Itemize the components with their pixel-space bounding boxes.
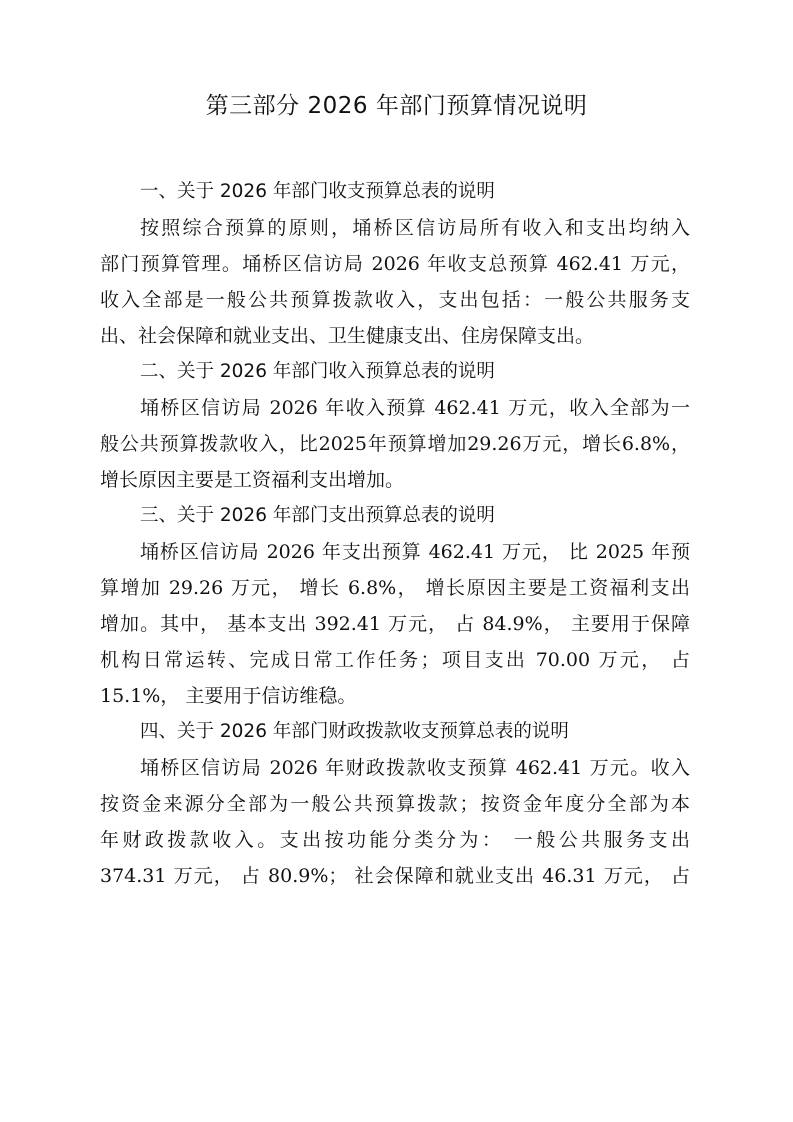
- section-paragraph-1: [100, 210, 690, 354]
- paragraph-line: 增加。其中， 基本支出 392.41 万元， 占 84.9%， 主要用于保障: [100, 613, 690, 635]
- paragraph-line: 增长原因主要是工资福利支出增加。: [100, 469, 405, 491]
- paragraph-line: 机构日常运转、完成日常工作任务；项目支出 70.00 万元， 占: [100, 649, 690, 671]
- paragraph-line: 15.1%， 主要用于信访维稳。: [100, 685, 357, 707]
- document-body: [100, 174, 690, 894]
- paragraph-line: 算增加 29.26 万元， 增长 6.8%， 增长原因主要是工资福利支出: [100, 577, 690, 599]
- page-title: 第三部分 2026 年部门预算情况说明: [205, 93, 588, 119]
- paragraph-line: 埇桥区信访局 2026 年收入预算 462.41 万元，收入全部为一: [140, 397, 690, 419]
- paragraph-line: 部门预算管理。埇桥区信访局 2026 年收支总预算 462.41 万元，: [100, 253, 690, 275]
- paragraph-line: 374.31 万元， 占 80.9%； 社会保障和就业支出 46.31 万元， 占: [100, 865, 690, 887]
- section-heading-3: 三、关于 2026 年部门支出预算总表的说明: [140, 505, 495, 526]
- paragraph-line: 出、社会保障和就业支出、卫生健康支出、住房保障支出。: [100, 325, 595, 347]
- section-paragraph-4: [100, 750, 690, 894]
- section-heading-1: 一、关于 2026 年部门收支预算总表的说明: [140, 181, 495, 202]
- section-paragraph-2: [100, 390, 690, 498]
- paragraph-line: 埇桥区信访局 2026 年财政拨款收支预算 462.41 万元。收入: [140, 757, 690, 779]
- section-paragraph-3: [100, 534, 690, 714]
- paragraph-line: 收入全部是一般公共预算拨款收入，支出包括：一般公共服务支: [100, 289, 690, 311]
- section-heading-4: 四、关于 2026 年部门财政拨款收支预算总表的说明: [140, 721, 569, 742]
- paragraph-line: 按资金来源分全部为一般公共预算拨款；按资金年度分全部为本: [100, 793, 690, 815]
- section-heading-2: 二、关于 2026 年部门收入预算总表的说明: [140, 361, 495, 382]
- paragraph-line: 埇桥区信访局 2026 年支出预算 462.41 万元， 比 2025 年预: [140, 541, 690, 563]
- paragraph-line: 般公共预算拨款收入，比2025年预算增加29.26万元，增长6.8%，: [100, 433, 690, 455]
- paragraph-line: 按照综合预算的原则，埇桥区信访局所有收入和支出均纳入: [140, 217, 690, 239]
- paragraph-line: 年财政拨款收入。支出按功能分类分为： 一般公共服务支出: [100, 829, 690, 851]
